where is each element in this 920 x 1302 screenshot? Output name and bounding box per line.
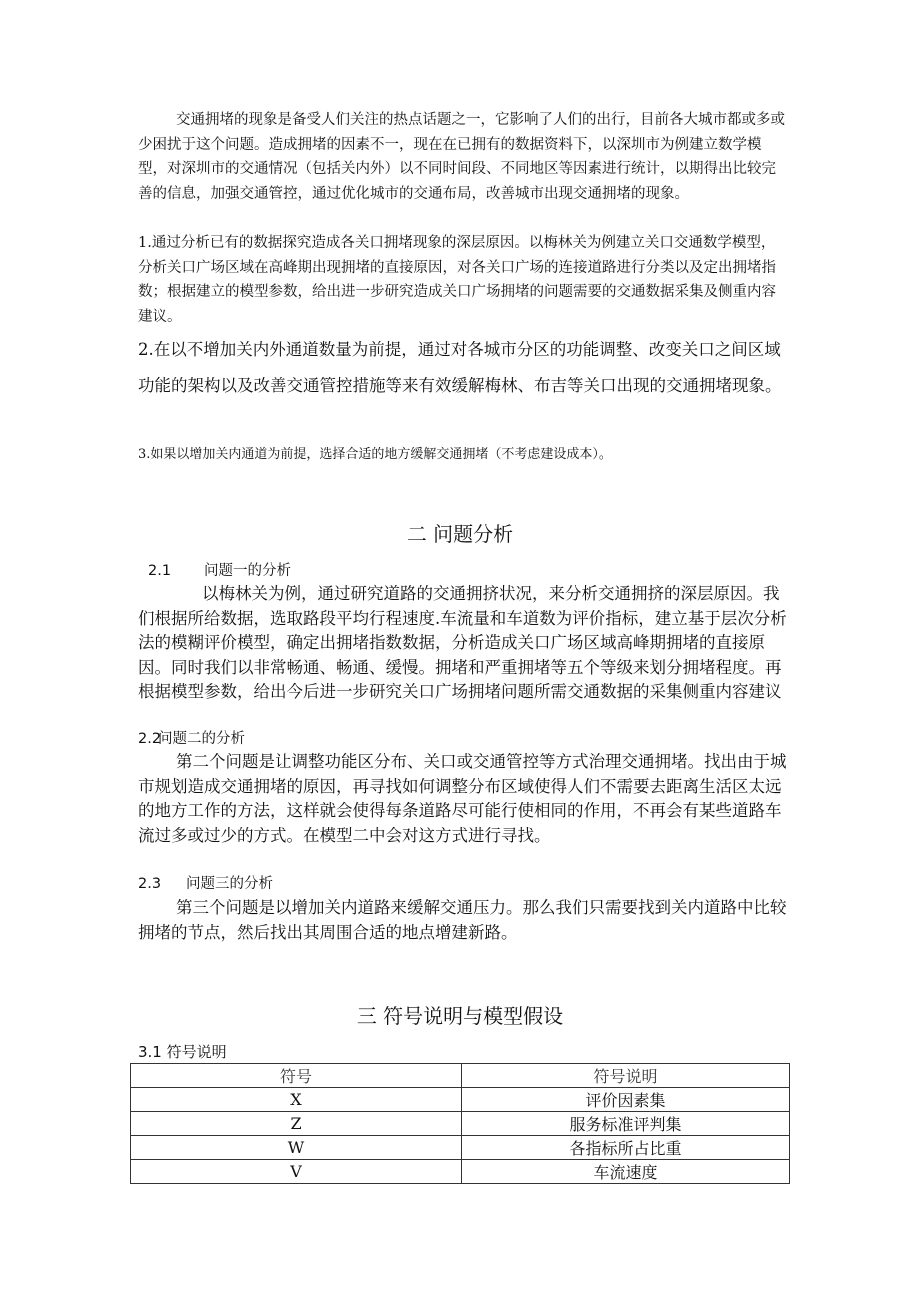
subsection-number: 2.3 bbox=[138, 876, 162, 892]
subsection-title: 问题三的分析 bbox=[186, 876, 273, 892]
subsection-number: 2.1 bbox=[148, 563, 172, 579]
symbol-table bbox=[130, 1063, 790, 1184]
subsection-title: 问题一的分析 bbox=[204, 563, 291, 579]
table-row bbox=[131, 1136, 790, 1160]
section-3-title: 三 符号说明与模型假设 bbox=[356, 1004, 564, 1028]
intro-paragraph: 交通拥堵的现象是备受人们关注的热点话题之一，它影响了人们的出行，目前各大城市都或多或少困扰于这个问题。造成拥堵的因素不一，现在在已拥有的数据资料下，以深圳市为例建立数学模型，对深圳市的交通情况（包括关内外）以不同时间段、不同地区等因素进行统计，以期得出比较完善的信息，加强交通管控，通过优化城市的交通布局，改善城市出现交通拥堵的现象。 bbox=[138, 112, 785, 202]
symbol-cell: Z bbox=[131, 1112, 462, 1136]
table-row bbox=[131, 1088, 790, 1112]
section-2-title: 二 问题分析 bbox=[406, 522, 514, 546]
description-cell: 服务标准评判集 bbox=[462, 1112, 790, 1136]
subsection-2-1-paragraph: 以梅林关为例，通过研究道路的交通拥挤状况，来分析交通拥挤的深层原因。我们根据所给数据，选取路段平均行程速度.车流量和车道数为评价指标，建立基于层次分析法的模糊评价模型，确定出拥堵指数数据，分析造成关口广场区域高峰期拥堵的直接原因。同时我们以非常畅通、畅通、缓慢。拥堵和严重拥堵等五个等级来划分拥堵程度。再根据模型参数，给出今后进一步研究关口广场拥堵问题所需交通数据的采集侧重内容建议 bbox=[138, 584, 787, 701]
table-header-row bbox=[131, 1064, 790, 1088]
task-item-1: 1.通过分析已有的数据探究造成各关口拥堵现象的深层原因。以梅林关为例建立关口交通数学模型，分析关口广场区域在高峰期出现拥堵的直接原因，对各关口广场的连接道路进行分类以及定出拥堵指数；根据建立的模型参数，给出进一步研究造成关口广场拥堵的问题需要的交通数据采集及侧重内容建议。 bbox=[138, 235, 776, 325]
subsection-number: 2.2 bbox=[138, 731, 162, 747]
column-header-description: 符号说明 bbox=[462, 1064, 790, 1088]
subsection-2-3-heading bbox=[138, 873, 273, 895]
description-cell: 评价因素集 bbox=[462, 1088, 790, 1112]
subsection-2-2-heading bbox=[138, 728, 245, 750]
subsection-title: 问题二的分析 bbox=[158, 731, 245, 747]
description-cell: 车流速度 bbox=[462, 1160, 790, 1184]
description-cell: 各指标所占比重 bbox=[462, 1136, 790, 1160]
task-item-3: 3.如果以增加关内通道为前提，选择合适的地方缓解交通拥堵（不考虑建设成本）。 bbox=[138, 447, 612, 462]
subsection-2-1-heading bbox=[148, 560, 291, 582]
subsection-2-2-paragraph: 第二个问题是让调整功能区分布、关口或交通管控等方式治理交通拥堵。找出由于城市规划造成交通拥堵的原因，再寻找如何调整分布区域使得人们不需要去距离生活区太远的地方工作的方法，这样就会使得每条道路尽可能行使相同的作用，不再会有某些道路车流过多或过少的方式。在模型二中会对这方式进行寻找。 bbox=[138, 752, 787, 845]
task-item-2: 2.在以不增加关内外通道数量为前提，通过对各城市分区的功能调整、改变关口之间区域功能的架构以及改善交通管控措施等来有效缓解梅林、布吉等关口出现的交通拥堵现象。 bbox=[138, 340, 782, 395]
subsection-2-3-paragraph: 第三个问题是以增加关内道路来缓解交通压力。那么我们只需要找到关内道路中比较拥堵的节点，然后找出其周围合适的地点增建新路。 bbox=[138, 898, 787, 942]
symbol-cell: V bbox=[131, 1160, 462, 1184]
table-row bbox=[131, 1112, 790, 1136]
symbol-cell: W bbox=[131, 1136, 462, 1160]
table-row bbox=[131, 1160, 790, 1184]
symbol-cell: X bbox=[131, 1088, 462, 1112]
column-header-symbol: 符号 bbox=[131, 1064, 462, 1088]
subsection-3-1-heading: 3.1 符号说明 bbox=[138, 1043, 227, 1061]
